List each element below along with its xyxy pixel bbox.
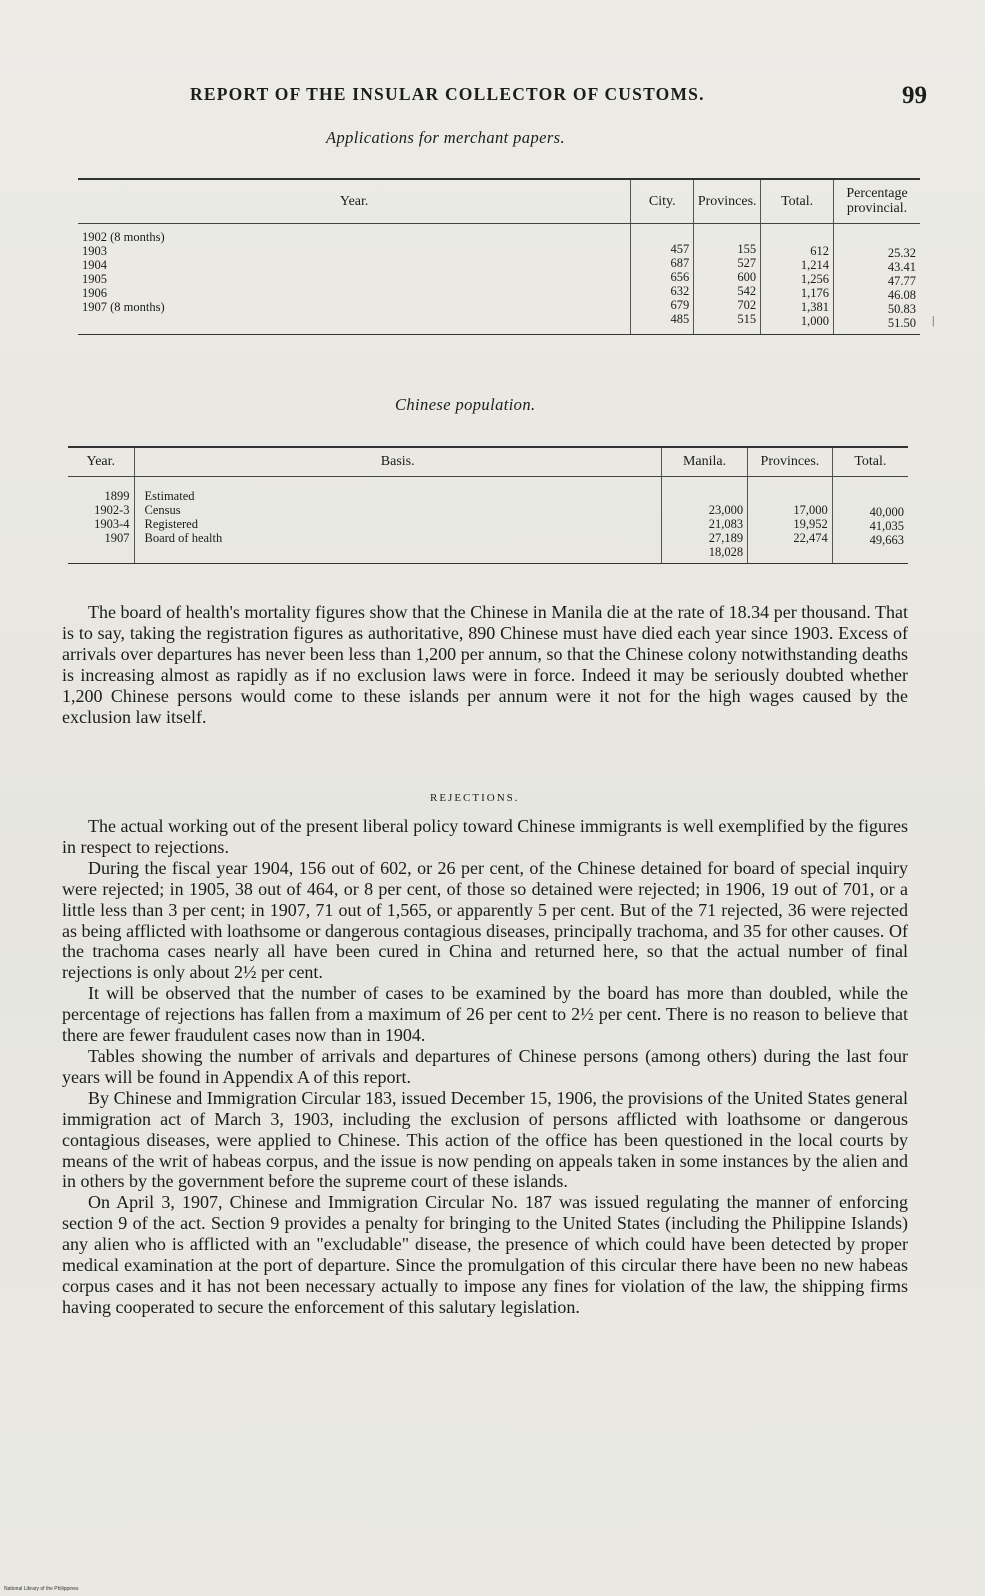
table-cell: 485 — [670, 312, 690, 326]
paragraph-circular-183: By Chinese and Immigration Circular 183, issued December 15, 1906, the provisions of the United States general immigration act of March 3, 1903, including the exclusion of persons afflicted with loathsome or dangerous contagious diseases, were applied to Chinese. This action of the office has been questioned in the local courts by means of the writ of habeas corpus, and the issue is now pending on appeals taken in some instances by the alien and in others by the government before the supreme court of these islands. — [62, 1087, 908, 1192]
row-label: 1905 — [82, 272, 107, 286]
city-column — [631, 224, 694, 335]
table-cell: 679 — [670, 298, 690, 312]
year-column — [68, 477, 134, 564]
table-cell: 41,035 — [869, 519, 904, 533]
paragraph-mortality: The board of health's mortality figures show that the Chinese in Manila die at the rate of 18.34 per thousand. That is to say, taking the registration figures as authoritative, 890 Chinese must have died each year since 1903. Excess of arrivals over departures has never been less than 1,200 per annum, so that the Chinese colony notwithstanding deaths is increasing almost as rapidly as if no exclusion laws were in force. Indeed it may be seriously doubted whether 1,200 Chinese persons would come to these islands per annum were it not for the high wages caused by the exclusion law itself. — [62, 602, 908, 727]
total-column — [832, 477, 908, 564]
table-cell: 612 — [810, 244, 830, 258]
row-label: Board of health — [144, 531, 223, 545]
table-cell: 155 — [737, 242, 757, 256]
provinces-column — [748, 477, 833, 564]
row-label: Estimated — [144, 489, 195, 503]
column-header-total: Total. — [761, 179, 834, 224]
body-text-top — [62, 602, 908, 727]
paragraph-policy: The actual working out of the present liberal policy toward Chinese immigrants is well exemplified by the figures in respect to rejections. — [62, 816, 908, 857]
row-label: Census — [144, 503, 181, 517]
row-label: 1906 — [82, 286, 107, 300]
margin-mark: | — [932, 313, 935, 327]
section-heading-rejections: REJECTIONS. — [430, 792, 520, 804]
body-text-rejections — [62, 816, 908, 1318]
table-cell: 23,000 — [708, 503, 744, 517]
table-cell: 40,000 — [869, 505, 904, 519]
row-label: 1902 (8 months) — [82, 230, 165, 244]
page-number: 99 — [902, 82, 927, 109]
row-label: 1903 — [82, 244, 107, 258]
column-header-year: Year. — [68, 447, 134, 477]
table-cell: 46.08 — [887, 288, 916, 302]
total-column — [761, 224, 834, 335]
table-cell: 21,083 — [708, 517, 744, 531]
table-cell: 1,000 — [800, 314, 830, 328]
table-cell: 1907 — [104, 531, 130, 545]
column-header-provinces: Provinces. — [694, 179, 761, 224]
table-cell: 527 — [737, 256, 757, 270]
table-body — [68, 477, 908, 564]
table-cell: 542 — [737, 284, 757, 298]
table-body — [78, 224, 920, 335]
table-cell: 1,176 — [800, 286, 830, 300]
table-cell: 687 — [670, 256, 690, 270]
table-cell: 18,028 — [708, 545, 744, 559]
table-cell: 25.32 — [887, 246, 916, 260]
row-label: 1907 (8 months) — [82, 300, 165, 314]
table-cell: 632 — [670, 284, 690, 298]
table-cell: 1903-4 — [94, 517, 130, 531]
table-cell: 50.83 — [887, 302, 916, 316]
table-cell: 702 — [737, 298, 757, 312]
table-cell: 19,952 — [793, 517, 828, 531]
table-cell: 1,256 — [800, 272, 830, 286]
column-header-percentage: Percentage provincial. — [834, 179, 920, 224]
table-cell: 43.41 — [887, 260, 916, 274]
manila-column — [661, 477, 747, 564]
table2-caption: Chinese population. — [395, 395, 536, 414]
table-cell: 49,663 — [869, 533, 904, 547]
table-cell: 27,189 — [708, 531, 744, 545]
scan-footer: National Library of the Philippines — [4, 1586, 79, 1592]
table-cell: 47.77 — [887, 274, 916, 288]
column-header-city: City. — [631, 179, 694, 224]
column-header-total: Total. — [832, 447, 908, 477]
basis-column — [134, 477, 661, 564]
percentage-column — [834, 224, 920, 335]
provinces-column — [694, 224, 761, 335]
column-header-provinces: Provinces. — [748, 447, 833, 477]
paragraph-tables: Tables showing the number of arrivals and departures of Chinese persons (among others) during the last four years will be found in Appendix A of this report. — [62, 1045, 908, 1087]
table-cell: 600 — [737, 270, 757, 284]
table-cell: 22,474 — [793, 531, 828, 545]
column-header-basis: Basis. — [134, 447, 661, 477]
table-cell: 17,000 — [793, 503, 828, 517]
table1-caption: Applications for merchant papers. — [326, 128, 565, 147]
table-cell: 1902-3 — [94, 503, 130, 517]
table-cell: 515 — [737, 312, 757, 326]
paragraph-observation: It will be observed that the number of cases to be examined by the board has more than doubled, while the percentage of rejections has fallen from a maximum of 26 per cent to 2½ per cent. There is no reason to believe that there are fewer fraudulent cases now than in 1904. — [62, 983, 908, 1046]
year-column — [78, 224, 631, 335]
chinese-population-table — [68, 446, 908, 564]
column-header-year: Year. — [78, 179, 631, 224]
paragraph-circular-187: On April 3, 1907, Chinese and Immigration Circular No. 187 was issued regulating the manner of enforcing section 9 of the act. Section 9 provides a penalty for bringing to the United States (including the Philippine Islands) any alien who is afflicted with an "excludable" disease, the presence of which could have been detected by proper medical examination at the port of departure. Since the promulgation of this circular there have been no new habeas corpus cases and it has not been necessary actually to impose any fines for violation of the law, the shipping firms having cooperated to secure the enforcement of this salutary legislation. — [62, 1192, 908, 1317]
page-header: REPORT OF THE INSULAR COLLECTOR OF CUSTOMS. — [190, 84, 705, 104]
row-label: 1904 — [82, 258, 107, 272]
row-label: Registered — [144, 517, 198, 531]
table-cell: 1,381 — [800, 300, 830, 314]
paragraph-fiscal-year: During the fiscal year 1904, 156 out of 602, or 26 per cent, of the Chinese detained for board of special inquiry were rejected; in 1905, 38 out of 464, or 8 per cent, of those so detained were rejected; in 1906, 19 out of 701, or a little less than 3 per cent; in 1907, 71 out of 1,565, or apparently 5 per cent. But of the 71 rejected, 36 were rejected as being afflicted with loathsome or dangerous contagious diseases, principally trachoma, and 35 for other causes. Of the trachoma cases nearly all have been cured in China and returned here, so that the actual number of final rejections is only about 2½ per cent. — [62, 857, 908, 983]
table-header-row — [68, 447, 908, 477]
merchant-papers-table — [78, 178, 920, 335]
table-cell: 51.50 — [887, 316, 916, 330]
table-cell: 656 — [670, 270, 690, 284]
column-header-manila: Manila. — [661, 447, 747, 477]
table-cell: 1,214 — [800, 258, 830, 272]
table-cell: 457 — [670, 242, 690, 256]
table-header-row — [78, 179, 920, 224]
table-cell: 1899 — [104, 489, 130, 503]
